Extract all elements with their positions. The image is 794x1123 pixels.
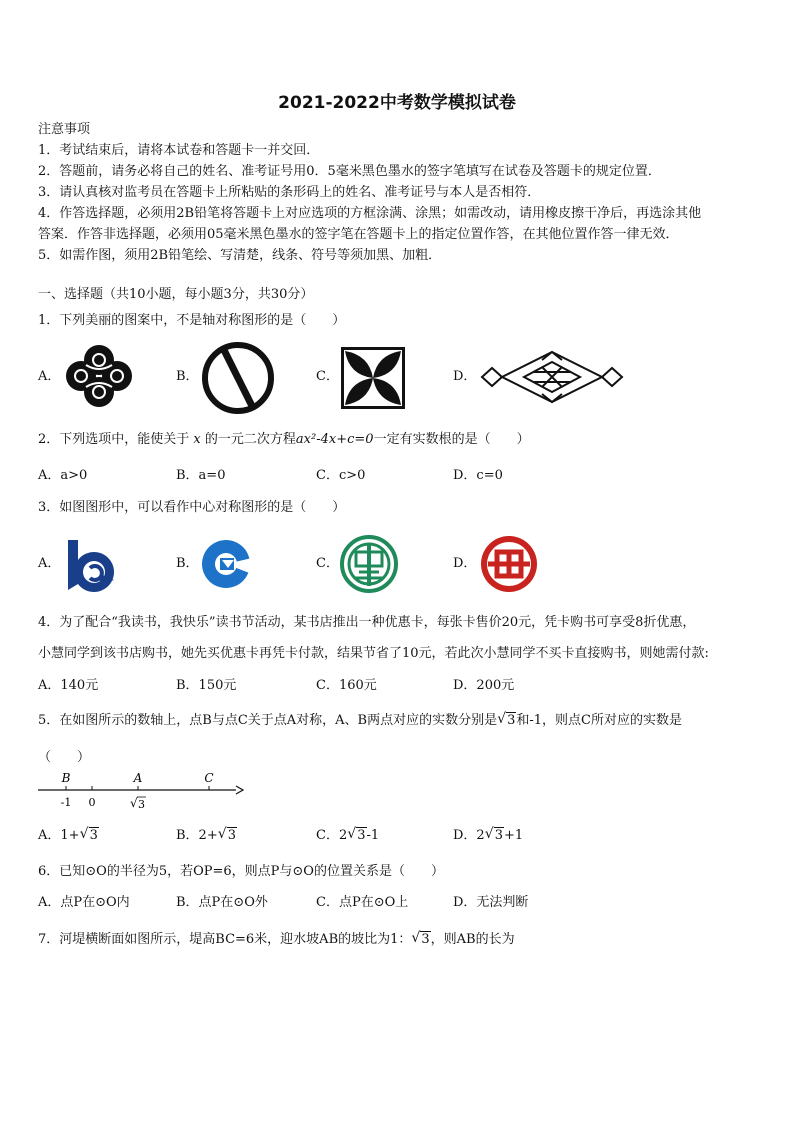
- q6-stem: 6．已知⊙O的半径为5，若OP=6，则点P与⊙O的位置关系是（ ）: [38, 864, 444, 879]
- q3-label-d: D．: [453, 556, 477, 571]
- q2-option-d[interactable]: D．c=0: [453, 468, 503, 483]
- q4-line-2: 小慧同学到该书店购书，她先买优惠卡再凭卡付款，结果节省了10元，若此次小慧同学不买卡直接购书，则她需付款:: [38, 646, 709, 661]
- sqrt-sign-icon: √: [411, 930, 421, 946]
- notice-heading: 注意事项: [38, 122, 91, 137]
- q5-option-d-radicand: 3: [494, 828, 503, 843]
- q5-option-c-post: -1: [366, 828, 380, 843]
- q5-number-line: [36, 768, 246, 816]
- sqrt-sign-icon: √: [217, 826, 227, 842]
- q2-stem-post: 一定有实数根的是（ ）: [373, 432, 530, 447]
- q5-option-d-pre: D．2: [453, 828, 485, 843]
- q2-option-a[interactable]: A．a>0: [38, 468, 88, 483]
- q5-sqrt: [497, 711, 516, 731]
- q3-label-b: B．: [176, 556, 199, 571]
- q4-option-d[interactable]: D．200元: [453, 678, 515, 693]
- q3-stem: 3．如图图形中，可以看作中心对称图形的是（ ）: [38, 500, 346, 515]
- q3-label-c: C．: [316, 556, 339, 571]
- q3-logo-d: [478, 534, 540, 594]
- q2-option-b[interactable]: B．a=0: [176, 468, 226, 483]
- arrow-right-icon: [236, 786, 243, 794]
- q1-label-c: C．: [316, 369, 339, 384]
- q4-option-a[interactable]: A．140元: [38, 678, 99, 693]
- q5-option-c-radicand: 3: [357, 828, 366, 843]
- q5-option-b-sqrt: [218, 826, 237, 846]
- q7-radicand: 3: [421, 932, 430, 947]
- q5-option-a-radicand: 3: [89, 828, 98, 843]
- tick-label-sqrt3: 3: [138, 798, 145, 811]
- sqrt-sign-icon: √: [484, 826, 494, 842]
- point-b-label: B: [61, 771, 71, 785]
- q5-stem: [38, 711, 682, 731]
- q3-label-a: A．: [38, 556, 61, 571]
- q3-logo-c: [339, 534, 399, 594]
- sqrt-sign-icon: √: [347, 826, 357, 842]
- tick-label-neg1: -1: [60, 796, 72, 809]
- q6-option-a[interactable]: A．点P在⊙O内: [38, 895, 130, 910]
- notice-item-3: 3．请认真核对监考员在答题卡上所粘贴的条形码上的姓名、准考证号与本人是否相符．: [38, 185, 541, 200]
- q5-option-b[interactable]: [176, 826, 237, 846]
- q2-stem-pre: 2．下列选项中，能使关于: [38, 432, 190, 447]
- page-title: 2021-2022中考数学模拟试卷: [278, 93, 516, 113]
- notice-item-4: 4．作答选择题，必须用2B铅笔将答题卡上对应选项的方框涂满、涂黑；如需改动，请用橡皮擦干净后，再选涂其他: [38, 206, 702, 221]
- q5-option-b-pre: B．2+: [176, 828, 218, 843]
- q5-option-d[interactable]: [453, 826, 523, 846]
- q5-option-a-sqrt: [80, 826, 99, 846]
- q1-pattern-b: [200, 340, 276, 416]
- tick-label-zero: 0: [88, 796, 96, 809]
- q1-pattern-d: [478, 348, 626, 406]
- section-heading: 一、选择题（共10小题，每小题3分，共30分）: [38, 287, 314, 302]
- q2-equation: ax²-4x+c=0: [295, 432, 374, 447]
- q1-stem: 1．下列美丽的图案中，不是轴对称图形的是（ ）: [38, 313, 346, 328]
- q4-line-1: 4．为了配合“我读书，我快乐”读书节活动，某书店推出一种优惠卡，每张卡售价20元，凭卡购书可享受8折优惠，: [38, 615, 696, 630]
- q6-option-c[interactable]: C．点P在⊙O上: [316, 895, 409, 910]
- q6-option-b[interactable]: B．点P在⊙O外: [176, 895, 268, 910]
- q3-logo-a: [62, 534, 118, 592]
- q1-label-a: A．: [38, 369, 61, 384]
- q7-sqrt: [411, 930, 430, 950]
- q4-option-b[interactable]: B．150元: [176, 678, 237, 693]
- q1-pattern-a: [64, 343, 134, 409]
- q7-stem-post: ，则AB的长为: [430, 932, 515, 947]
- q5-option-b-radicand: 3: [227, 828, 236, 843]
- q5-stem-pre: 5．在如图所示的数轴上，点B与点C关于点A对称，A、B两点对应的实数分别是: [38, 713, 498, 728]
- q5-option-a-pre: A．1+: [38, 828, 80, 843]
- q5-stem-post: 和-1，则点C所对应的实数是: [516, 713, 683, 728]
- sqrt-sign-icon: √: [130, 796, 138, 810]
- point-c-label: C: [204, 771, 214, 785]
- q5-option-c[interactable]: [316, 826, 379, 846]
- q7-stem-pre: 7．河堤横断面如图所示，堤高BC=6米，迎水坡AB的坡比为1：: [38, 932, 412, 947]
- q2-var-x: x: [193, 432, 201, 447]
- q2-option-c[interactable]: C．c>0: [316, 468, 366, 483]
- point-a-label: A: [133, 771, 143, 785]
- q5-option-a[interactable]: [38, 826, 99, 846]
- q5-option-d-sqrt: [485, 826, 504, 846]
- q5-option-c-sqrt: [347, 826, 366, 846]
- sqrt-sign-icon: √: [497, 711, 507, 727]
- notice-item-4-cont: 答案．作答非选择题，必须用05毫米黑色墨水的签字笔在答题卡上的指定位置作答，在其他位置作答一律无效．: [38, 227, 679, 242]
- notice-item-2: 2．答题前，请务必将自己的姓名、准考证号用0．5毫米黑色墨水的签字笔填写在试卷及答题卡的规定位置．: [38, 164, 661, 179]
- q1-pattern-c: [339, 345, 407, 411]
- notice-item-1: 1．考试结束后，请将本试卷和答题卡一并交回．: [38, 143, 320, 158]
- q7-stem: [38, 930, 515, 950]
- q1-label-b: B．: [176, 369, 199, 384]
- q3-logo-b: [200, 536, 252, 592]
- q2-stem: [38, 430, 530, 450]
- q5-paren: （ ）: [38, 750, 91, 765]
- q5-option-c-pre: C．2: [316, 828, 348, 843]
- q4-option-c[interactable]: C．160元: [316, 678, 377, 693]
- sqrt-sign-icon: √: [79, 826, 89, 842]
- q2-stem-mid: 的一元二次方程: [204, 432, 296, 447]
- notice-item-5: 5．如需作图，须用2B铅笔绘、写清楚，线条、符号等须加黑、加粗．: [38, 248, 442, 263]
- q5-radicand: 3: [507, 713, 516, 728]
- q5-option-d-post: +1: [503, 828, 524, 843]
- q6-option-d[interactable]: D．无法判断: [453, 895, 529, 910]
- q1-label-d: D．: [453, 369, 477, 384]
